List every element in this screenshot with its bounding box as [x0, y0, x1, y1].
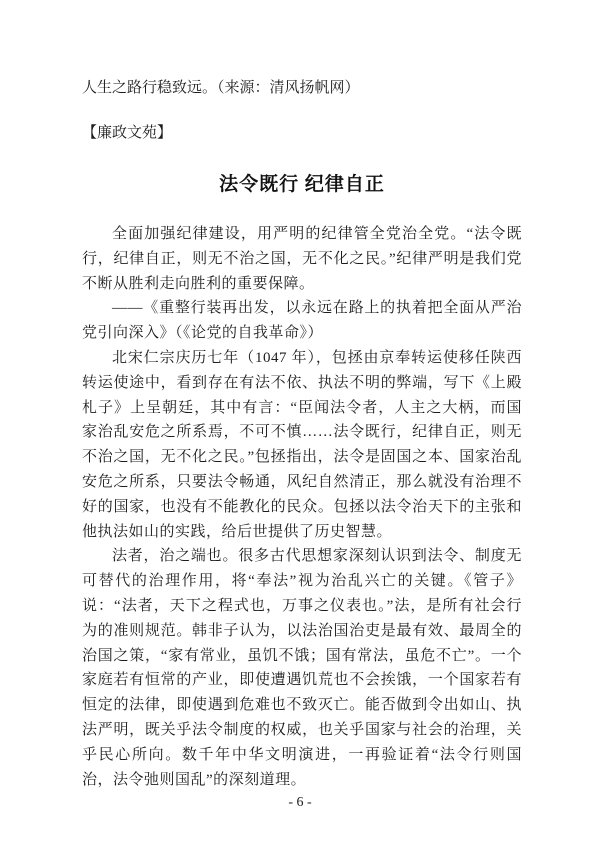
paragraph: 法者，治之端也。很多古代思想家深刻认识到法令、制度无可替代的治理作用，将“奉法”视为治乱兴亡的关键。《管子》说：“法者，天下之程式也，万事之仪表也。”法，是所有社会行为的准则规范。韩非子认为，以法治国治吏是最有效、最周全的治国之策，“家有常业，虽饥不饿；国有常法，虽危不亡”。一个家庭若有恒常的产业，即使遭遇饥荒也不会挨饿，一个国家若有恒定的法律，即使遇到危难也不致灭亡。能否做到令出如山、执法严明，既关乎法令制度的权威，也关乎国家与社会的治理，关乎民心所向。数千年中华文明演进，一再验证着“法令行则国治，法令弛则国乱”的深刻道理。 — [82, 548, 522, 788]
paragraph-attribution: ——《重整行装再出发，以永远在路上的执着把全面从严治党引向深入》（《论党的自我革命》） — [82, 300, 522, 342]
article-body — [82, 222, 522, 792]
intro-line: 人生之路行稳致远。（来源：清风扬帆网） — [82, 80, 360, 96]
page-number: - 6 - — [288, 795, 312, 810]
article-title: 法令既行 纪律自正 — [219, 174, 385, 195]
section-header: 【廉政文苑】 — [82, 125, 173, 141]
paragraph: 北宋仁宗庆历七年（1047 年），包拯由京奉转运使移任陕西转运使途中，看到存在有法不依、执法不明的弊端，写下《上殿札子》上呈朝廷，其中有言：“臣闻法令者，人主之大柄，而国家治乱安危之所系焉，不可不慎……法令既行，纪律自正，则无不治之国，无不化之民。”包拯指出，法令是固国之本、国家治乱安危之所系，只要法令畅通，风纪自然清正，那么就没有治理不好的国家，也没有不能教化的民众。包拯以法令治天下的主张和他执法如山的实践，给后世提供了历史智慧。 — [82, 349, 522, 540]
paragraph: 全面加强纪律建设，用严明的纪律管全党治全党。“法令既行，纪律自正，则无不治之国，无不化之民。”纪律严明是我们党不断从胜利走向胜利的重要保障。 — [82, 226, 522, 292]
